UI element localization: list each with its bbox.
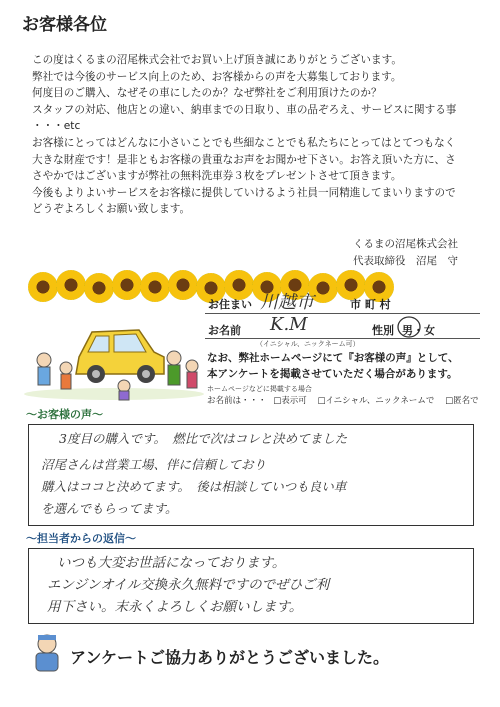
sunflower-icon [28, 272, 58, 302]
address-value[interactable]: 川越市 [260, 292, 314, 313]
intro-line: 今後もよりよいサービスをお客様に提供していけるよう社員一同精進してまいりますので [32, 186, 456, 199]
option-initial-nickname[interactable]: □イニシャル、ニックネームで [317, 396, 435, 406]
sunflower-icon [140, 272, 170, 302]
voice-line: 沼尾さんは営業工場、伴に信頼しており [41, 457, 267, 472]
intro-line: どうぞよろしくお願い致します。 [32, 203, 191, 216]
name-label: お名前 [208, 324, 241, 337]
intro-line: 大きな財産です！是非ともお客様の貴重なお声をお聞かせ下さい。お答え頂いた方に、さ [32, 153, 456, 166]
name-value[interactable]: K.M [270, 314, 308, 335]
sunflower-icon [112, 270, 142, 300]
intro-text [32, 52, 482, 218]
notice-line: なお、弊社ホームページにて『お客様の声』として、 [207, 352, 459, 364]
intro-line: 弊社では今後のサービス向上のため、お客様からの声を大募集しております。 [32, 70, 402, 83]
voice-line: を選んでもらってます。 [41, 501, 178, 516]
reply-line: 用下さい。末永くよろしくお願いします。 [47, 599, 303, 615]
page-title: お客様各位 [22, 15, 107, 35]
sunflower-icon [56, 270, 86, 300]
car-people-illustration [14, 302, 204, 402]
option-anonymous[interactable]: □匿名で [445, 396, 479, 406]
voice-line: 購入はココと決めてます。 後は相談していつも良い車 [41, 479, 347, 494]
notice-line: 本アンケートを掲載させていただく場合があります。 [207, 368, 458, 380]
publish-options [207, 394, 479, 406]
sunflower-icon [168, 270, 198, 300]
reply-heading: ～担当者からの返信～ [26, 532, 136, 545]
publish-notice [207, 350, 459, 382]
company-name: くるまの沼尾株式会社 [353, 238, 458, 250]
address-label: お住まい [208, 298, 252, 311]
voice-line: 3度目の購入です。 燃比で次はコレと決めてました [59, 431, 348, 446]
option-display-ok[interactable]: □表示可 [273, 396, 307, 406]
gender-options[interactable]: 男・女 [402, 324, 435, 337]
gender-circle-mark [396, 314, 422, 340]
gender-label: 性別 [372, 324, 394, 337]
publish-option-prefix: お名前は・・・ [207, 396, 267, 406]
address-underline [205, 313, 480, 314]
intro-line: 何度目のご購入、なぜその車にしたのか？なぜ弊社をご利用頂けたのか？ [32, 87, 382, 100]
intro-line: さやかではございますが弊社の無料洗車券３枚をプレゼントさせて頂きます。 [32, 170, 402, 183]
publish-option-heading: ホームページなどに掲載する場合 [207, 385, 312, 393]
voice-box[interactable] [28, 424, 474, 526]
city-options: 市 町 村 [350, 298, 391, 311]
representative-name: 代表取締役 沼尾 守 [353, 255, 458, 267]
intro-line: ・・・etc [32, 120, 81, 133]
reply-line: いつも大変お世話になっております。 [57, 555, 286, 571]
name-hint: （イニシャル、ニックネーム可） [256, 340, 360, 348]
thanks-message: アンケートご協力ありがとうございました。 [70, 648, 390, 667]
sunflower-icon [84, 273, 114, 303]
reply-line: エンジンオイル交換永久無料ですのでぜひご利 [47, 577, 330, 593]
staff-mascot-icon [30, 632, 64, 674]
company-signature [353, 236, 458, 270]
intro-line: お客様にとってはどんなに小さいことでも些細なことでも私たちにとってはとてつもなく [32, 136, 456, 149]
reply-box[interactable] [28, 548, 474, 624]
voice-heading: ～お客様の声～ [26, 408, 103, 421]
intro-line: この度はくるまの沼尾株式会社でお買い上げ頂き誠にありがとうございます。 [32, 54, 402, 66]
intro-line: スタッフの対応、他店との違い、納車までの日取り、車の品ぞろえ、サービスに関する事 [32, 103, 457, 116]
